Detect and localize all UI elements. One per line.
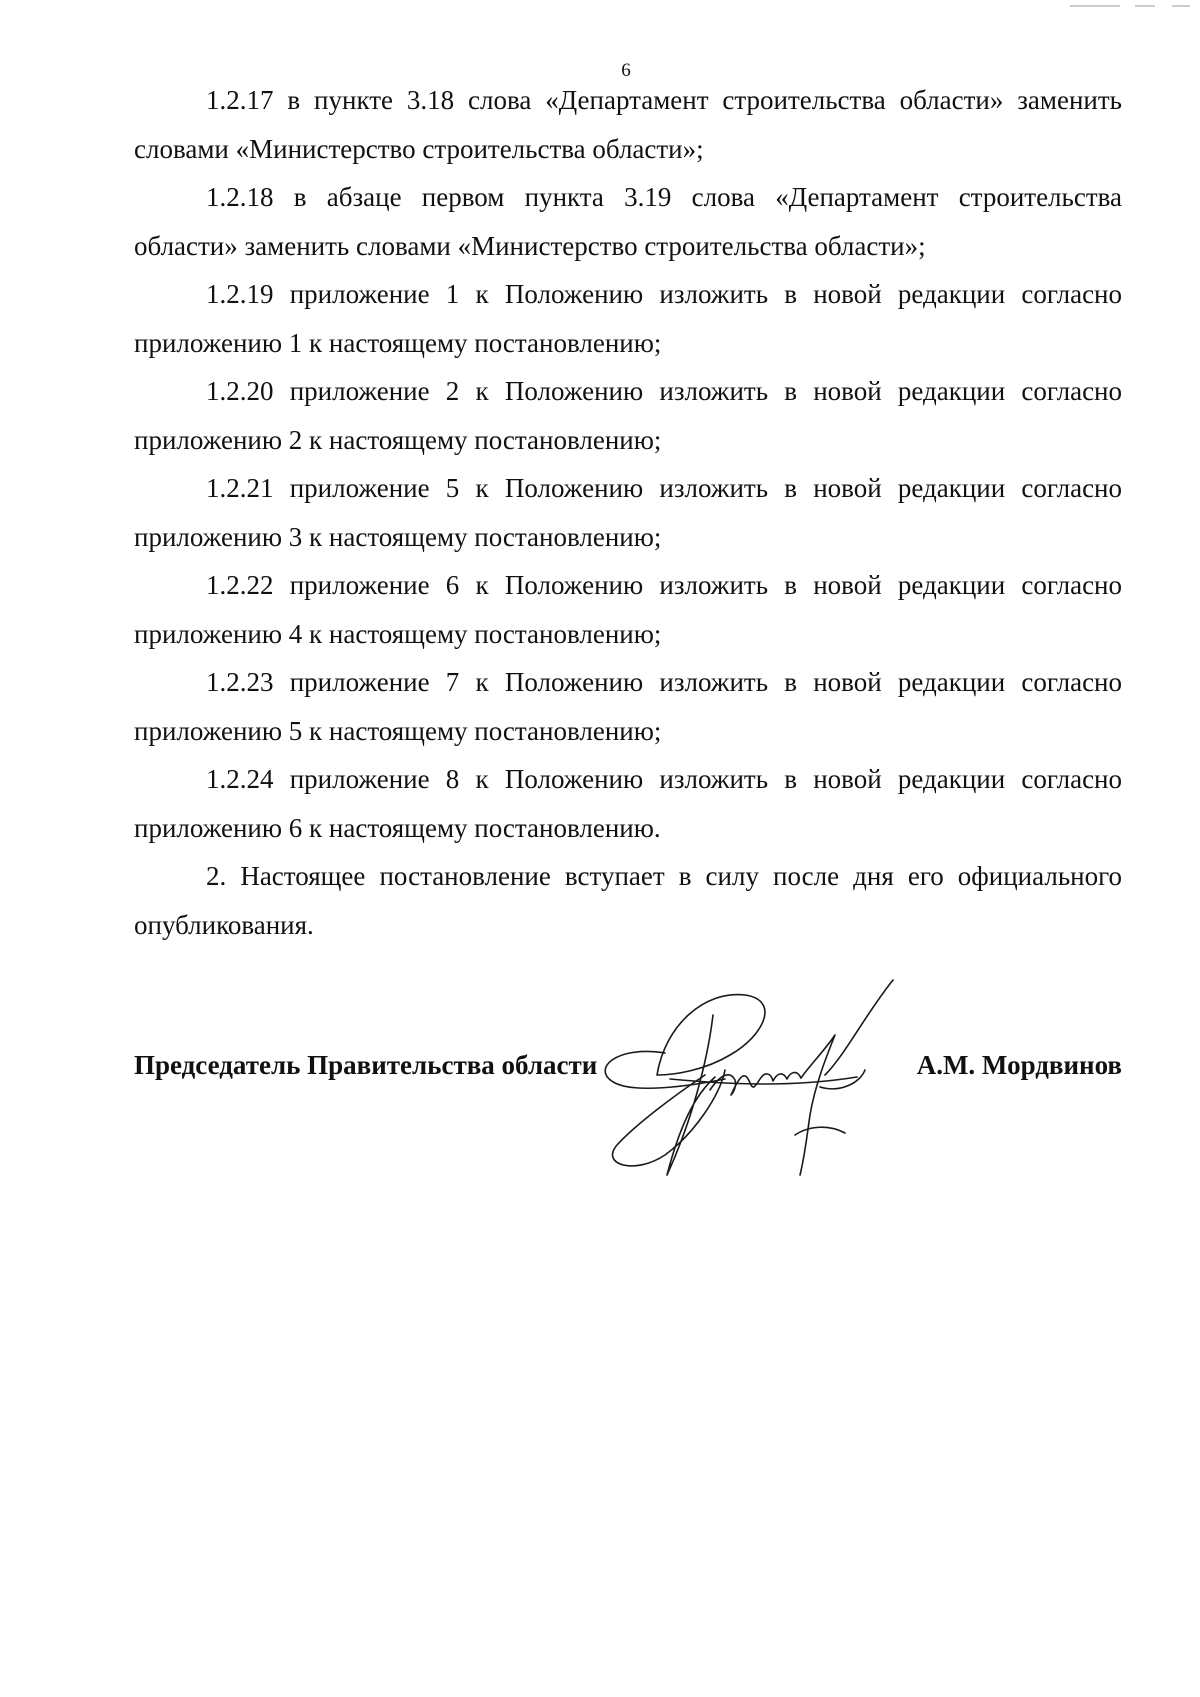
scan-edge-mark <box>1060 0 1200 8</box>
paragraph-1-2-17: 1.2.17 в пункте 3.18 слова «Департамент строительства области» заменить словами «Министерство строительства области»; <box>134 85 1122 164</box>
signatory-name: А.М. Мордвинов <box>916 1050 1122 1080</box>
handwritten-signature-icon <box>595 975 955 1185</box>
page-number: 6 <box>621 60 631 81</box>
signatory-position: Председатель Правительства области <box>134 1050 598 1080</box>
paragraph-1-2-24: 1.2.24 приложение 8 к Положению изложить в новой редакции согласно приложению 6 к настоящему постановлению. <box>134 764 1122 843</box>
paragraph-1-2-20: 1.2.20 приложение 2 к Положению изложить в новой редакции согласно приложению 2 к настоящему постановлению; <box>134 376 1122 455</box>
paragraph-1-2-21: 1.2.21 приложение 5 к Положению изложить в новой редакции согласно приложению 3 к настоящему постановлению; <box>134 473 1122 552</box>
paragraph-1-2-23: 1.2.23 приложение 7 к Положению изложить в новой редакции согласно приложению 5 к настоящему постановлению; <box>134 667 1122 746</box>
paragraph-1-2-18: 1.2.18 в абзаце первом пункта 3.19 слова «Департамент строительства области» заменить словами «Министерство строительства области»; <box>134 182 1122 261</box>
document-body <box>134 76 1122 949</box>
paragraph-1-2-19: 1.2.19 приложение 1 к Положению изложить в новой редакции согласно приложению 1 к настоящему постановлению; <box>134 279 1122 358</box>
paragraph-2: 2. Настоящее постановление вступает в силу после дня его официального опубликования. <box>134 861 1122 940</box>
paragraph-1-2-22: 1.2.22 приложение 6 к Положению изложить в новой редакции согласно приложению 4 к настоящему постановлению; <box>134 570 1122 649</box>
